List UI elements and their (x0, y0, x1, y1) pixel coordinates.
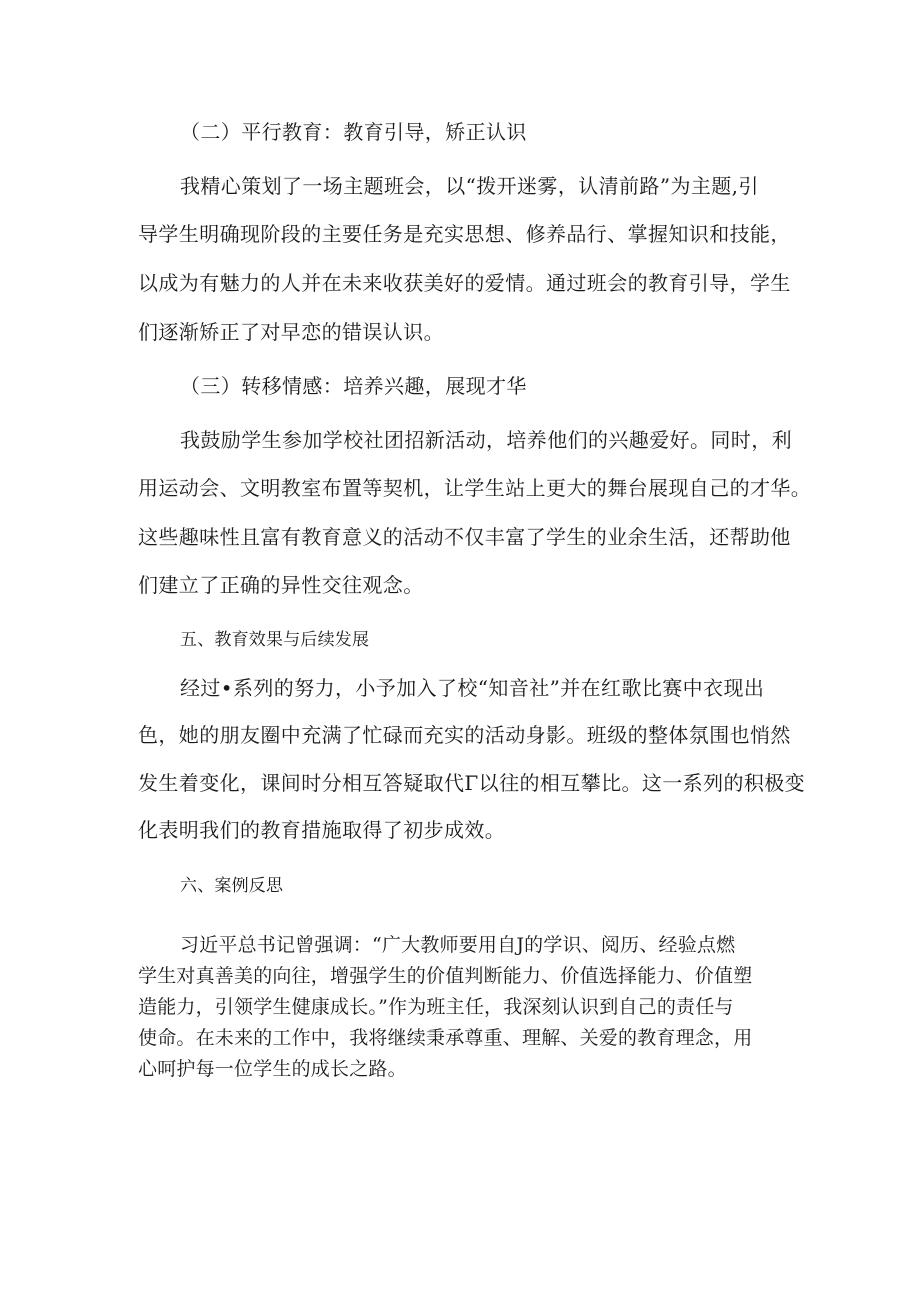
section-5-line-2: 色，她的朋友圈中充满了忙碌而充实的活动身影。班级的整体氛围也悄然 (138, 723, 791, 747)
section-6-line-1: 习近平总书记曾强调：“广大教师要用自J的学识、阅历、经验点燃 (180, 934, 736, 956)
section-5-line-3: 发生着变化，课间时分相互答疑取代Γ以往的相互攀比。这一系列的积极变 (138, 771, 806, 795)
section-6-line-5: 心呵护每一位学生的成长之路。 (138, 1058, 407, 1080)
section-3-line-1: 我鼓励学生参加学校社团招新活动，培养他们的兴趣爱好。同时，利 (180, 428, 792, 452)
section-6-line-3: 造能力，引领学生健康成长。”作为班主任，我深刻认识到自己的责任与 (138, 996, 734, 1018)
section-2-line-1: 我精心策划了一场主题班会，以“拨开迷雾，认清前路”为主题,引 (180, 174, 759, 198)
section-3-line-4: 们建立了正确的异性交往观念。 (138, 573, 424, 597)
section-5-line-4: 化表明我们的教育措施取得了初步成效。 (138, 818, 506, 842)
section-2-heading: （二）平行教育：教育引导，矫正认识 (180, 120, 527, 144)
section-3-line-3: 这些趣味性且富有教育意义的活动不仅丰富了学生的业余生活，还帮助他 (138, 525, 791, 549)
section-6-line-2: 学生对真善美的向往，增强学生的价值判断能力、价值选择能力、价值塑 (138, 965, 753, 987)
section-3-line-2: 用运动会、文明教室布置等契机，让学生站上更大的舞台展现自己的才华。 (138, 476, 812, 500)
section-2-line-3: 以成为有魅力的人并在未来收获美好的爱情。通过班会的教育引导，学生 (138, 271, 791, 295)
section-2-line-4: 们逐渐矫正了对早恋的错误认识。 (138, 320, 444, 344)
section-5-heading: 五、教育效果与后续发展 (180, 630, 370, 650)
section-6-line-4: 使命。在未来的工作中，我将继续秉承尊重、理解、关爱的教育理念，用 (138, 1027, 753, 1049)
section-2-line-2: 导学生明确现阶段的主要任务是充实思想、修养品行、掌握知识和技能， (138, 222, 791, 246)
section-3-heading: （三）转移情感：培养兴趣，展现才华 (180, 374, 527, 398)
section-5-line-1: 经过•系列的努力，小予加入了校“知音社”并在红歌比赛中衣现出 (180, 676, 765, 700)
section-6-heading: 六、案例反思 (180, 876, 284, 896)
